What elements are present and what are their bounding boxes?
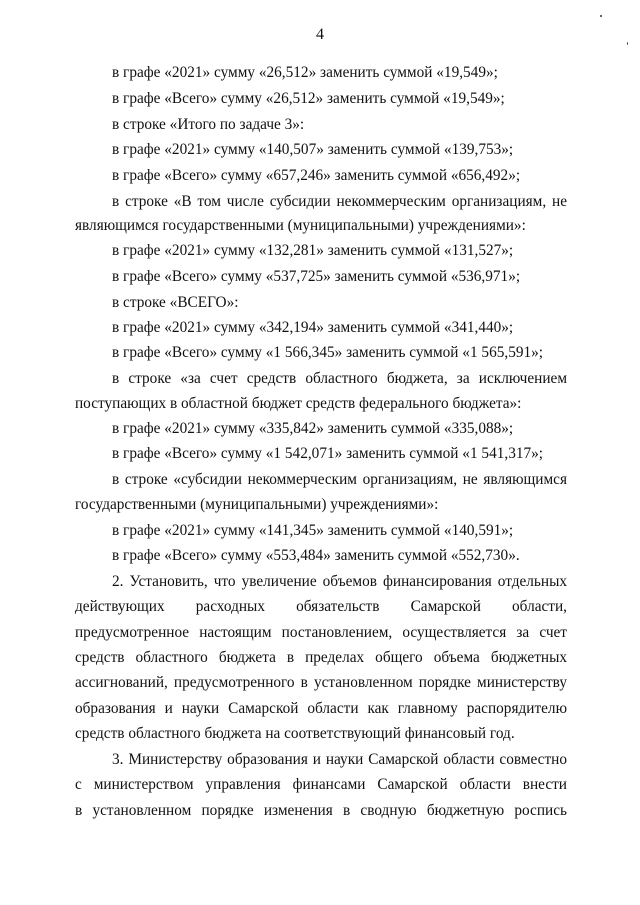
text-line: в графе «Всего» сумму «553,484» заменить суммой «552,730». [112, 547, 520, 564]
scan-speck [600, 15, 602, 17]
text-line: в строке «за счет средств областного бюджета, за исключением [112, 370, 567, 387]
text-line: в графе «2021» сумму «141,345» заменить суммой «140,591»; [112, 522, 514, 539]
text-line: государственными (муниципальными) учреждениями»: [75, 496, 439, 513]
text-line: поступающих в областной бюджет средств федерального бюджета»: [75, 395, 522, 412]
text-line: 2. Установить, что увеличение объемов финансирования отдельных [112, 573, 567, 590]
text-line: в графе «Всего» сумму «1 566,345» заменить суммой «1 565,591»; [112, 344, 544, 361]
text-line: в графе «2021» сумму «342,194» заменить суммой «341,440»; [112, 319, 514, 336]
text-line: образования и науки Самарской области как главному распорядителю [75, 700, 567, 717]
text-line: в графе «Всего» сумму «1 542,071» заменить суммой «1 541,317»; [112, 445, 544, 462]
text-line: в строке «субсидии некоммерческим организациям, не являющимся [112, 471, 567, 488]
text-line: в графе «2021» сумму «140,507» заменить суммой «139,753»; [112, 141, 514, 158]
text-line: действующих расходных обязательств Самарской области, [75, 598, 567, 615]
page-number: 4 [316, 26, 324, 43]
text-line: в графе «2021» сумму «335,842» заменить суммой «335,088»; [112, 420, 514, 437]
text-line: в графе «Всего» сумму «537,725» заменить суммой «536,971»; [112, 268, 521, 285]
text-line: ассигнований, предусмотренного в установленном порядке министерству [75, 674, 567, 691]
text-line: предусмотренное настоящим постановлением, осуществляется за счет [75, 624, 567, 641]
text-line: в строке «В том числе субсидии некоммерческим организациям, не [112, 193, 567, 210]
scan-speck [627, 42, 628, 45]
text-line: являющимся государственными (муниципальными) учреждениями»: [75, 217, 526, 234]
text-line: в установленном порядке изменения в сводную бюджетную роспись [75, 802, 567, 819]
text-line: в строке «ВСЕГО»: [112, 294, 239, 311]
text-line: в графе «Всего» сумму «26,512» заменить суммой «19,549»; [112, 90, 505, 107]
text-line: средств областного бюджета на соответствующий финансовый год. [75, 725, 515, 742]
text-line: в графе «2021» сумму «26,512» заменить суммой «19,549»; [112, 64, 498, 81]
text-line: с министерством управления финансами Самарской области внести [75, 776, 567, 793]
text-line: в строке «Итого по задаче 3»: [112, 116, 305, 133]
text-line: средств областного бюджета в пределах общего объема бюджетных [75, 649, 567, 666]
text-line: в графе «Всего» сумму «657,246» заменить суммой «656,492»; [112, 167, 521, 184]
text-line: в графе «2021» сумму «132,281» заменить суммой «131,527»; [112, 242, 514, 259]
text-line: 3. Министерству образования и науки Самарской области совместно [112, 751, 567, 768]
